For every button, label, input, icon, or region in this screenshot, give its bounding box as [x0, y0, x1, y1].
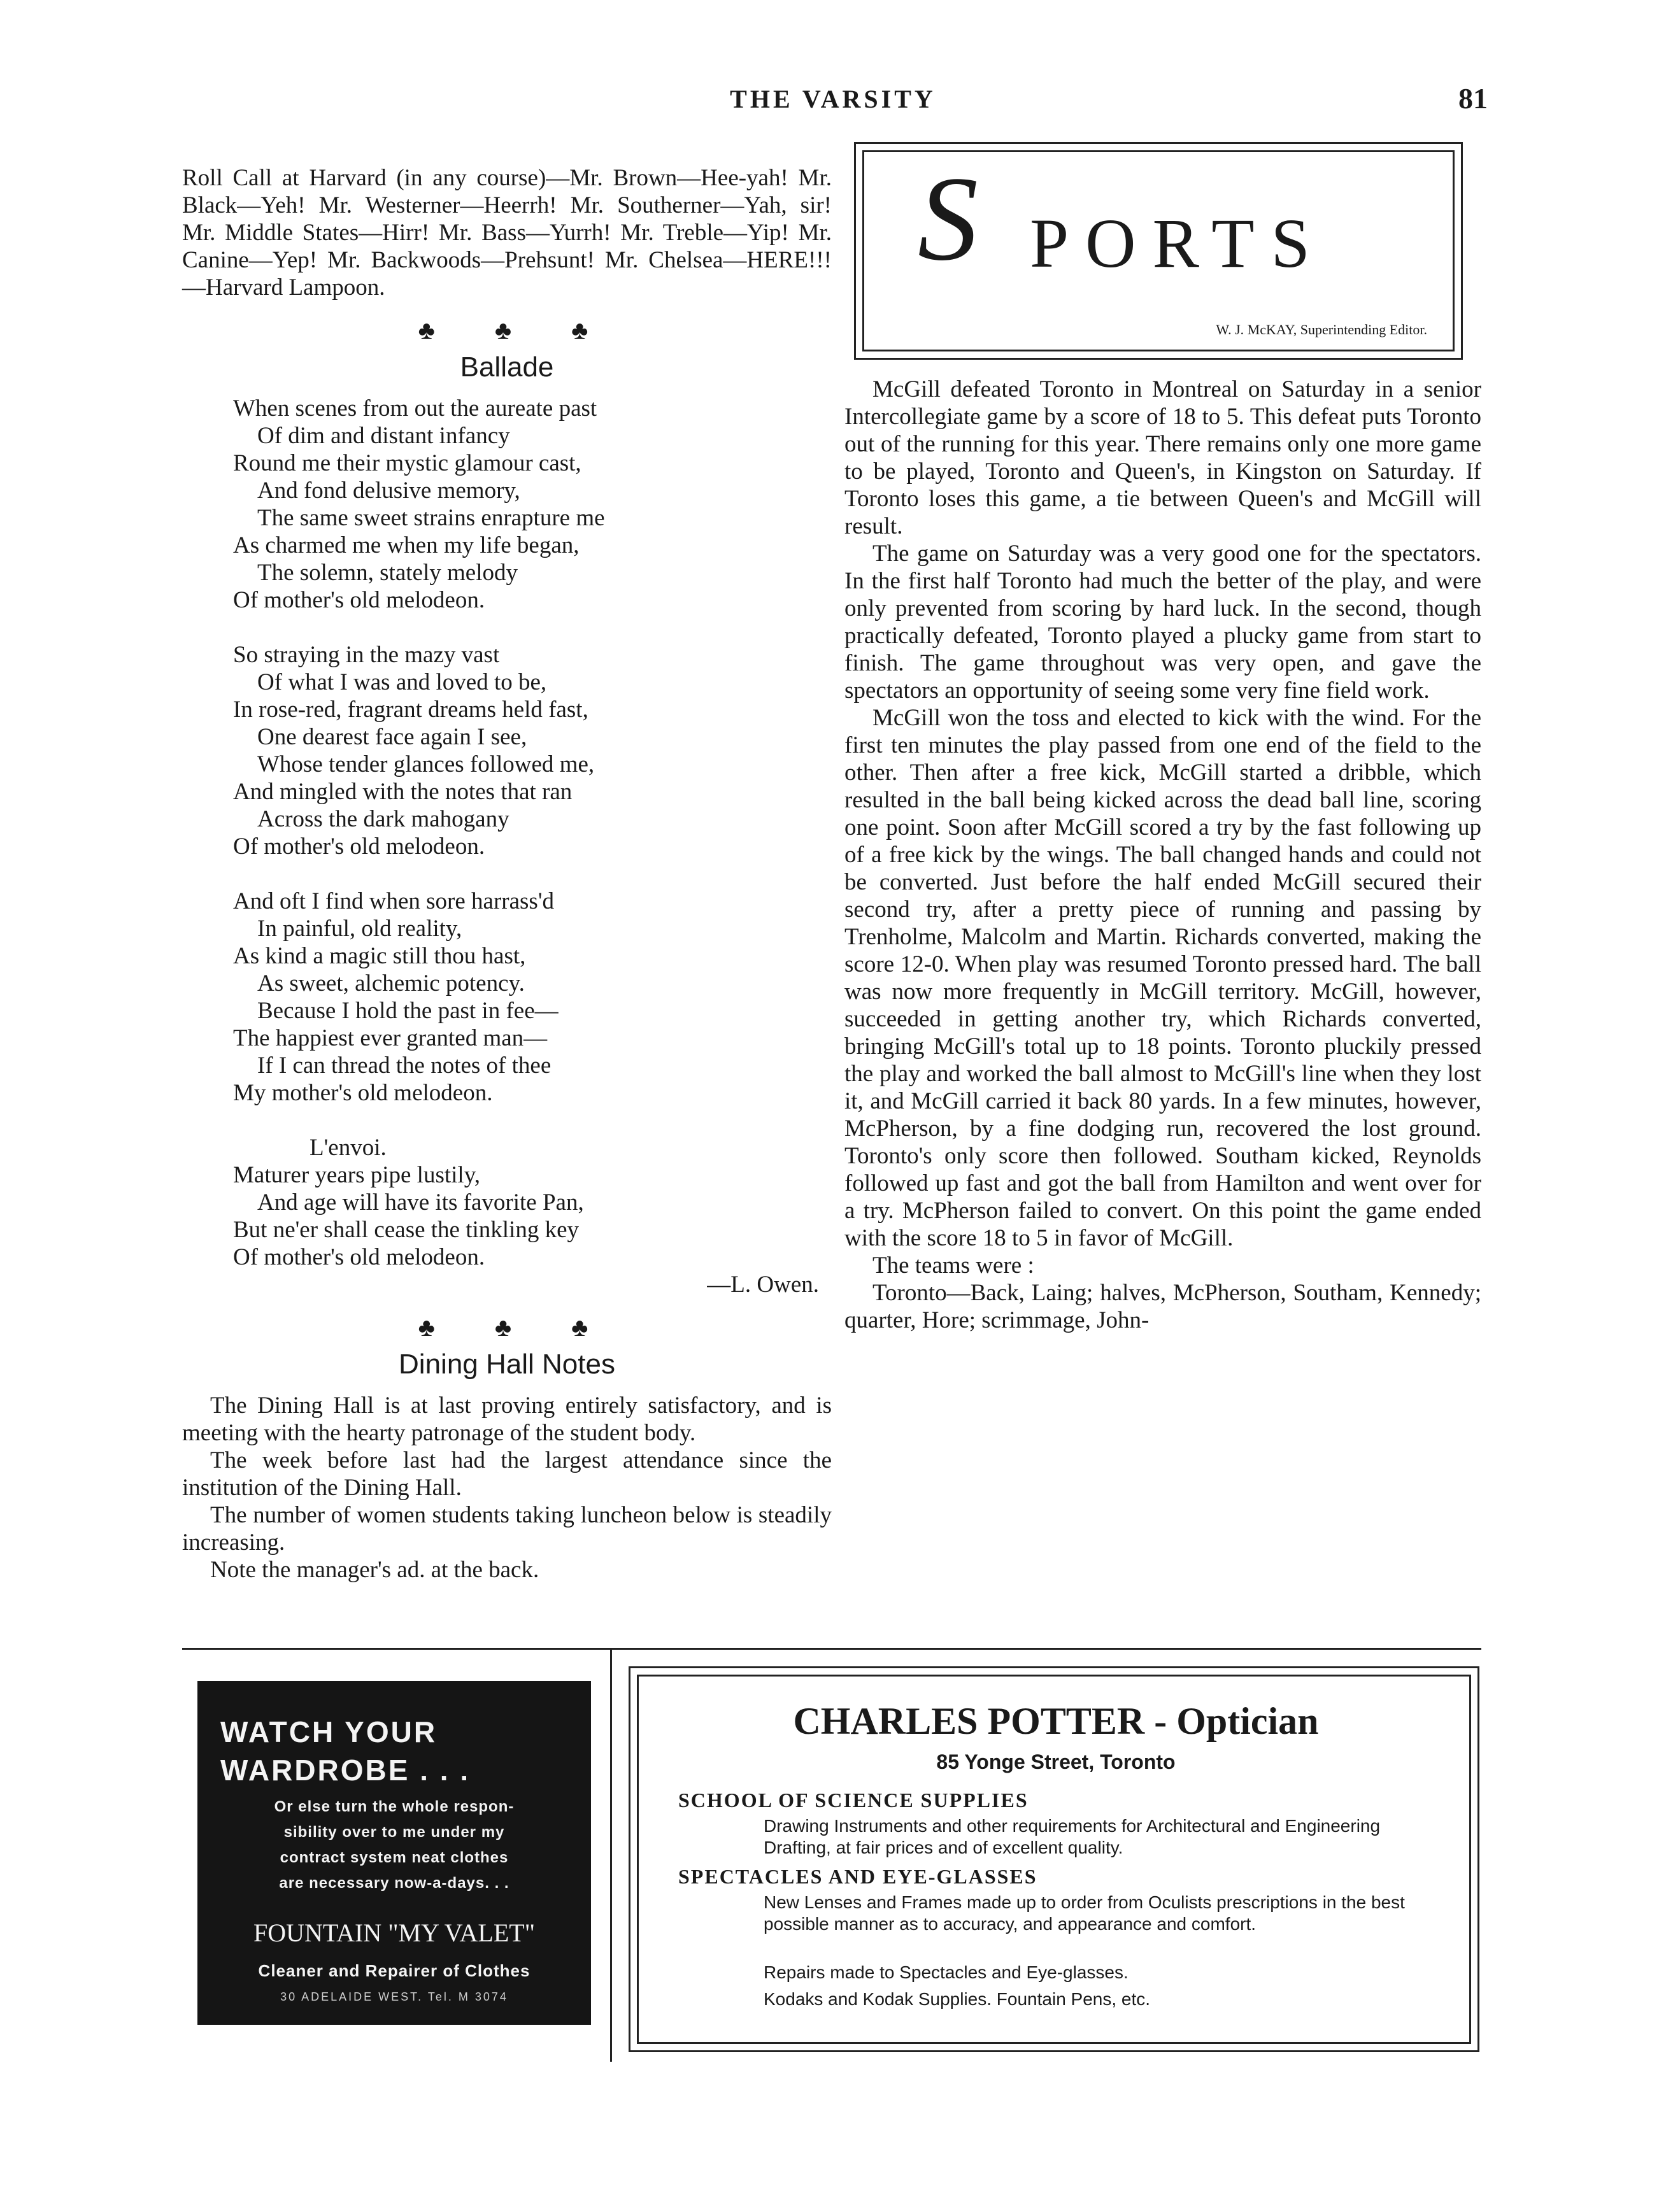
- ballade-poem: [182, 395, 832, 1271]
- sports-header-box: [862, 150, 1455, 351]
- page-number: 81: [1458, 82, 1488, 115]
- potter-section-text: New Lenses and Frames made up to order from Oculists prescriptions in the best possible manner as to accuracy, and appearance and comfort.: [764, 1892, 1405, 1934]
- poem-line: But ne'er shall cease the tinkling key: [233, 1217, 580, 1243]
- wardrobe-advertisement: [197, 1681, 591, 2025]
- poem-line: Of mother's old melodeon.: [233, 587, 485, 613]
- roll-call-paragraph: [182, 164, 832, 301]
- poem-line: In painful, old reality,: [257, 916, 462, 942]
- poem-line: The solemn, stately melody: [257, 560, 518, 586]
- sports-initial-letter: S: [918, 152, 978, 286]
- wardrobe-business-name: FOUNTAIN "MY VALET": [253, 1918, 536, 1947]
- potter-line: Repairs made to Spectacles and Eye-glasses.: [764, 1962, 1128, 1982]
- dining-paragraph: Note the manager's ad. at the back.: [210, 1557, 539, 1583]
- wardrobe-headline: WATCH YOUR WARDROBE . . .: [220, 1715, 471, 1787]
- poem-line: So straying in the mazy vast: [233, 642, 500, 668]
- poem-line: And mingled with the notes that ran: [233, 779, 573, 805]
- poem-line: When scenes from out the aureate past: [233, 395, 597, 422]
- sports-paragraph: The game on Saturday was a very good one for the spectators. In the first half Toronto had much the better of the play, and were only prevented from scoring by hard luck. In the second, though practically defeated, Toronto played a plucky game from start to finish. The game throughout was very open, and gave the spectators an opportunity of seeing some very fine field work.: [844, 541, 1481, 704]
- poem-line: As kind a magic still thou hast,: [233, 943, 526, 969]
- poem-line: One dearest face again I see,: [257, 724, 527, 750]
- wardrobe-body-line: are necessary now-a-days. . .: [279, 1875, 509, 1892]
- ballade-title: Ballade: [460, 351, 554, 383]
- page-header-title: THE VARSITY: [730, 85, 936, 113]
- wardrobe-body-line: contract system neat clothes: [280, 1849, 509, 1866]
- poem-line: And oft I find when sore harrass'd: [233, 888, 554, 914]
- dining-paragraph: The Dining Hall is at last proving entirely satisfactory, and is meeting with the hearty patronage of the student body.: [182, 1393, 832, 1446]
- poem-line: In rose-red, fragrant dreams held fast,: [233, 697, 588, 723]
- sports-paragraph: McGill defeated Toronto in Montreal on Saturday in a senior Intercollegiate game by a score of 18 to 5. This defeat puts Toronto out of the running for this year. There remains only one more game to be played, Toronto and Queen's, in Kingston on Saturday. If Toronto loses this game, a tie between Queen's and McGill will result.: [844, 376, 1481, 539]
- potter-title: CHARLES POTTER - Optician: [793, 1700, 1319, 1742]
- sports-paragraph: McGill won the toss and elected to kick with the wind. For the first ten minutes the play passed from one end of the field to the other. Then after a free kick, McGill started a dribble, which resulted in the ball being kicked across the dead ball line, scoring one point. Soon after McGill scored a try by the fast following up of a free kick by the wings. The ball changed hands and could not be converted. Just before the half ended McGill secured their second try, after a pretty piece of running and passing by Trenholme, Malcolm and Martin. Richards converted, making the score 12-0. When play was resumed Toronto pressed hard. The ball was now more frequently in McGill territory. McGill, however, succeeded in getting another try, which Richards converted, bringing McGill's total up to 18 points. Toronto pluckily pressed the play and worked the ball almost to McGill's line when they lost it, and McGill carried it back 80 yards. In a few minutes, however, McPherson, by a fine dodging run, recovered the lost ground. Toronto's only score then followed. Southam kicked, Reynolds followed up fast and got the ball from Hamilton and went over for a try. McPherson failed to convert. On this point the game ended with the score 18 to 5 in favor of McGill.: [844, 705, 1481, 1251]
- dining-paragraph: The number of women students taking luncheon below is steadily increasing.: [182, 1502, 832, 1556]
- dining-hall-notes: [182, 1392, 832, 1584]
- poem-line: The same sweet strains enrapture me: [257, 505, 605, 531]
- sports-title: PORTS: [1030, 204, 1327, 282]
- poem-line: My mother's old melodeon.: [233, 1080, 493, 1106]
- poem-line: Of dim and distant infancy: [257, 423, 510, 449]
- roll-call-text: Roll Call at Harvard (in any course)—Mr. Brown—Hee-yah! Mr. Black—Yeh! Mr. Westerner—Heerrh! Mr. Southerner—Yah, sir! Mr. Middle States—Hirr! Mr. Bass—Yurrh! Mr. Treble—Yip! Mr. Canine—Yep! Mr. Backwoods—Prehsunt! Mr. Chelsea—HERE!!!—Harvard Lampoon.: [182, 165, 832, 301]
- poem-line: As sweet, alchemic potency.: [257, 970, 525, 996]
- poem-line: Maturer years pipe lustily,: [233, 1162, 481, 1188]
- poem-line: Of mother's old melodeon.: [233, 833, 485, 860]
- ballade-stanza-2: [233, 641, 832, 860]
- dining-paragraph: The week before last had the largest attendance since the institution of the Dining Hall.: [182, 1447, 832, 1501]
- wardrobe-tagline: Cleaner and Repairer of Clothes: [258, 1961, 530, 1980]
- poem-signature: —L. Owen.: [707, 1272, 819, 1298]
- potter-section-title: SCHOOL OF SCIENCE SUPPLIES: [678, 1789, 1029, 1811]
- dining-hall-title: Dining Hall Notes: [399, 1349, 615, 1380]
- potter-section-title: SPECTACLES AND EYE-GLASSES: [678, 1865, 1037, 1888]
- poem-line: Because I hold the past in fee—: [257, 998, 559, 1024]
- club-ornament-icon: ♣ ♣ ♣: [418, 316, 615, 344]
- wardrobe-body: [197, 1794, 591, 1896]
- poem-line: The happiest ever granted man—: [233, 1025, 548, 1051]
- ballade-stanza-1: [233, 395, 832, 614]
- potter-section-text: Drawing Instruments and other requirements for Architectural and Engineering Drafting, at fair prices and of excellent quality.: [764, 1816, 1381, 1857]
- wardrobe-body-line: sibility over to me under my: [283, 1824, 505, 1841]
- sports-article: [844, 376, 1481, 1334]
- poem-line: Of mother's old melodeon.: [233, 1244, 485, 1270]
- wardrobe-body-line: Or else turn the whole respon-: [274, 1798, 515, 1815]
- potter-advertisement: [637, 1675, 1471, 2044]
- sports-editor: W. J. McKAY, Superintending Editor.: [1216, 322, 1427, 337]
- left-column: [182, 164, 832, 1584]
- ballade-stanza-3: [233, 888, 832, 1107]
- potter-address: 85 Yonge Street, Toronto: [936, 1750, 1176, 1773]
- poem-line: And fond delusive memory,: [257, 478, 520, 504]
- envoi-title: L'envoi.: [310, 1135, 387, 1161]
- horizontal-divider: [182, 1648, 1481, 1650]
- poem-line: And age will have its favorite Pan,: [257, 1189, 584, 1216]
- ballade-envoi: [233, 1134, 832, 1271]
- poem-line: Whose tender glances followed me,: [257, 751, 595, 777]
- poem-line: Across the dark mahogany: [257, 806, 509, 832]
- potter-line: Kodaks and Kodak Supplies. Fountain Pens, etc.: [764, 1989, 1151, 2009]
- poem-line: Round me their mystic glamour cast,: [233, 450, 581, 476]
- vertical-divider: [610, 1648, 612, 2062]
- poem-line: Of what I was and loved to be,: [257, 669, 547, 695]
- wardrobe-address: 30 ADELAIDE WEST. Tel. M 3074: [280, 1990, 508, 2003]
- sports-paragraph: Toronto—Back, Laing; halves, McPherson, Southam, Kennedy; quarter, Hore; scrimmage, John-: [844, 1280, 1481, 1333]
- sports-paragraph: The teams were :: [872, 1252, 1034, 1279]
- poem-line: If I can thread the notes of thee: [257, 1053, 552, 1079]
- club-ornament-icon: ♣ ♣ ♣: [418, 1313, 615, 1342]
- poem-line: As charmed me when my life began,: [233, 532, 580, 558]
